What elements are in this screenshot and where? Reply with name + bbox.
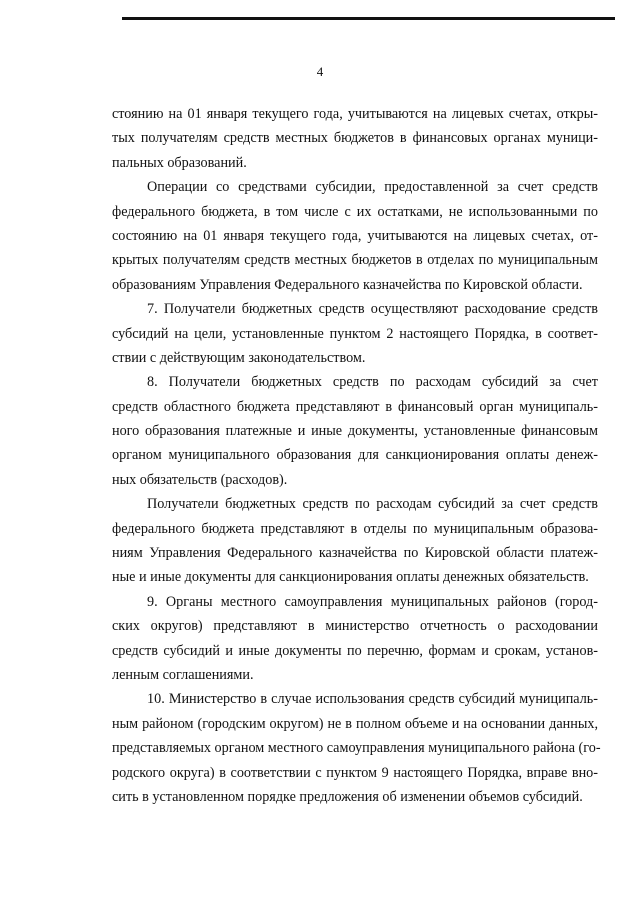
paragraph (112, 175, 598, 297)
paragraph (112, 687, 601, 809)
paragraph-line: Операции со средствами субсидии, предоставленной за счет средств (147, 179, 598, 196)
paragraph (112, 102, 598, 175)
paragraph-line: представляемых органом местного самоуправления муниципального района (го- (112, 740, 601, 757)
paragraph-line: ные и иные документы для санкционирования оплаты денежных обязательств. (112, 569, 589, 586)
paragraph-line: пальных образований. (112, 154, 247, 171)
paragraph-line: сить в установленном порядке предложения об изменении объемов субсидий. (112, 788, 583, 805)
document-body (112, 102, 601, 809)
paragraph-line: 10. Министерство в случае использования средств субсидий муниципаль- (147, 691, 598, 708)
paragraph-line: ным районом (городским округом) не в полном объеме и на основании данных, (112, 715, 598, 732)
paragraph (112, 297, 598, 370)
paragraph-line: субсидий на цели, установленные пунктом 2 настоящего Порядка, в соответ- (112, 325, 598, 342)
paragraph-line: ниям Управления Федерального казначейства по Кировской области платеж- (112, 545, 598, 562)
paragraph-line: образованиям Управления Федерального казначейства по Кировской области. (112, 276, 583, 293)
paragraph-line: органом муниципального образования для санкционирования оплаты денеж- (112, 447, 598, 464)
paragraph-line: крытых получателям средств местных бюджетов в отделах по муниципальным (112, 252, 598, 269)
paragraph-line: стоянию на 01 января текущего года, учитываются на лицевых счетах, откры- (112, 106, 598, 122)
paragraph (112, 370, 598, 492)
paragraph (112, 590, 598, 688)
paragraph-line: ного образования платежные и иные документы, установленные финансовым (112, 423, 598, 440)
paragraph (112, 492, 598, 590)
paragraph-line: ных обязательств (расходов). (112, 471, 288, 488)
paragraph-line: состоянию на 01 января текущего года, учитываются на лицевых счетах, от- (112, 227, 598, 244)
paragraph-line: ленным соглашениями. (112, 666, 254, 683)
paragraph-line: тых получателям средств местных бюджетов в финансовых органах муници- (112, 130, 598, 147)
paragraph-line: 7. Получатели бюджетных средств осуществляют расходование средств (147, 301, 598, 318)
paragraph-line: 9. Органы местного самоуправления муниципальных районов (город- (147, 593, 598, 610)
paragraph-line: 8. Получатели бюджетных средств по расходам субсидий за счет (147, 374, 598, 391)
paragraph-line: ствии с действующим законодательством. (112, 349, 366, 366)
paragraph-line: Получатели бюджетных средств по расходам субсидий за счет средств (147, 496, 598, 513)
paragraph-line: федерального бюджета, в том числе с их остатками, не использованными по (112, 203, 598, 220)
paragraph-line: средств субсидий и иные документы по перечню, формам и срокам, установ- (112, 642, 598, 659)
paragraph-line: ских округов) представляют в министерство отчетность о расходовании (112, 618, 598, 635)
top-rule (122, 17, 615, 20)
paragraph-line: федерального бюджета представляют в отделы по муниципальным образова- (112, 520, 598, 537)
paragraph-line: родского округа) в соответствии с пунктом 9 настоящего Порядка, вправе вно- (112, 764, 598, 781)
paragraph-line: средств областного бюджета представляют в финансовый орган муниципаль- (112, 398, 598, 415)
page-number: 4 (316, 64, 324, 79)
